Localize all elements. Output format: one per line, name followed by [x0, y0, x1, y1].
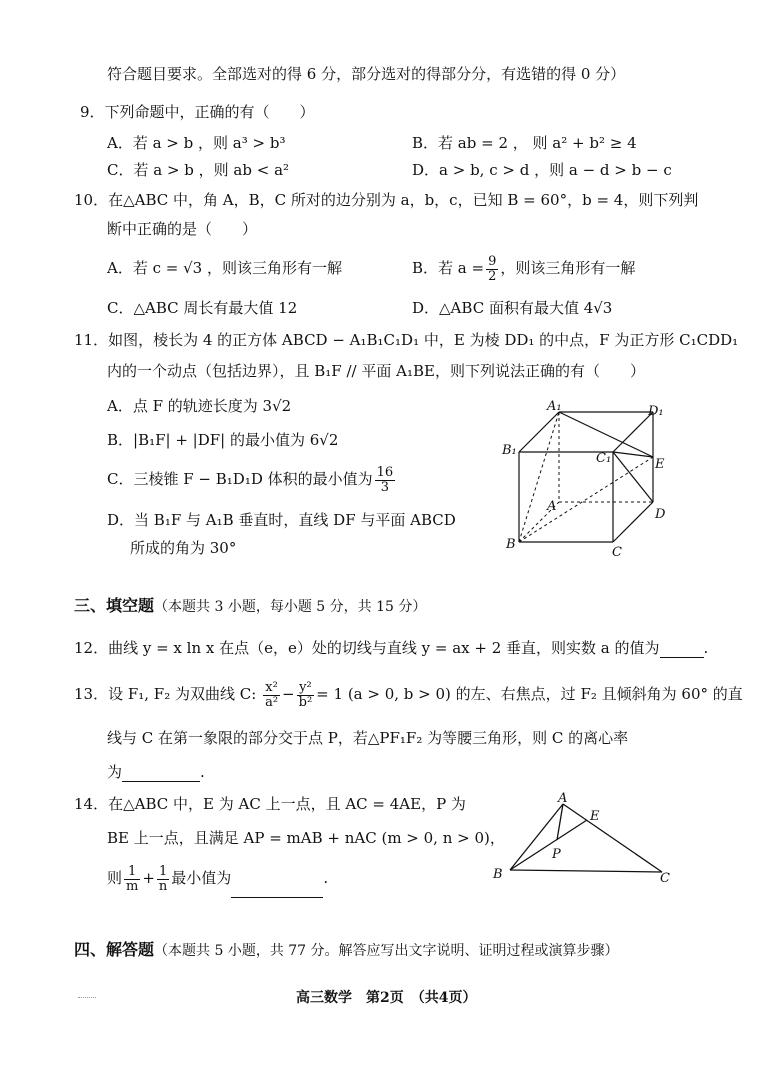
- q13-line1: [74, 676, 743, 712]
- segment-b-e: [510, 820, 587, 870]
- q10-stem-line2: 断中正确的是（ ）: [107, 220, 258, 238]
- q12-text: 12．曲线 y = x ln x 在点（e，e）处的切线与直线 y = ax + 2 垂直，则实数 a 的值为: [74, 639, 660, 657]
- label-a1: A₁: [547, 399, 562, 414]
- tri-label-e: E: [590, 809, 600, 824]
- q11-option-a: A．点 F 的轨迹长度为 3√2: [107, 397, 292, 415]
- section4-title: 四、解答题: [74, 940, 155, 959]
- q9-stem: 9．下列命题中，正确的有（ ）: [80, 103, 315, 121]
- q13-line2: 线与 C 在第一象限的部分交于点 P，若△PF₁F₂ 为等腰三角形，则 C 的离心率: [107, 729, 629, 747]
- label-d1: D₁: [648, 404, 664, 419]
- q14-line3-end: .: [323, 869, 329, 887]
- q10-fraction-num: 9: [488, 253, 497, 269]
- edge-c1-d1: [613, 412, 653, 452]
- segment-c1-d: [613, 452, 653, 502]
- hidden-segment-b-e: [519, 457, 653, 542]
- q13-line3-prefix: 为: [107, 763, 123, 781]
- label-c1: C₁: [596, 451, 612, 466]
- q14-one-m: 1: [124, 865, 140, 880]
- section3-heading: [74, 596, 426, 617]
- tri-label-c: C: [660, 871, 670, 886]
- q13-line3-end: .: [200, 763, 205, 781]
- tri-label-p: P: [552, 847, 561, 862]
- q10-option-b-prefix: B．若 a =: [412, 259, 485, 277]
- label-b: B: [506, 537, 516, 552]
- section4-heading: [74, 940, 619, 961]
- q10-option-d: D．△ABC 面积有最大值 4√3: [412, 299, 613, 317]
- side-a-c: [563, 804, 662, 872]
- q9-option-a: A．若 a > b ，则 a³ > b³: [107, 134, 286, 152]
- q10-option-b: [412, 250, 635, 286]
- label-b1: B₁: [502, 443, 517, 458]
- q11-stem-line2: 内的一个动点（包括边界），且 B₁F // 平面 A₁BE，则下列说法正确的有（ ）: [107, 362, 645, 380]
- q14-line2: BE 上一点，且满足 AP = mAB + nAC (m > 0, n > 0)，: [107, 829, 505, 847]
- q11-fraction-den: 3: [380, 479, 390, 495]
- q13-line3: [107, 762, 205, 782]
- q10-stem-line1: 10．在△ABC 中，角 A，B，C 所对的边分别为 a，b，c，已知 B = 60°，b = 4，则下列判: [74, 191, 699, 209]
- section3-note: （本题共 3 小题，每小题 5 分，共 15 分）: [154, 599, 427, 615]
- q12-end: .: [703, 639, 709, 657]
- label-e: E: [655, 457, 665, 472]
- section-intro: 符合题目要求。全部选对的得 6 分，部分选对的得部分分，有选错的得 0 分）: [107, 65, 626, 83]
- q13-y2: y²: [297, 681, 315, 696]
- q14-answer-blank[interactable]: [231, 881, 323, 898]
- q14-plus: +: [142, 869, 155, 887]
- q13-fraction-x: [263, 681, 280, 710]
- q10-fraction-den: 2: [488, 268, 497, 284]
- label-d: D: [655, 507, 666, 522]
- q14-fraction-n: [157, 865, 169, 894]
- q11-option-d-line1: D．当 B₁F 与 A₁B 垂直时，直线 DF 与平面 ABCD: [107, 511, 456, 529]
- tri-label-b: B: [493, 867, 503, 882]
- section3-title: 三、填空题: [74, 596, 155, 615]
- label-a: A: [547, 499, 557, 514]
- q14-line1: 14．在△ABC 中，E 为 AC 上一点，且 AC = 4AE，P 为: [74, 795, 466, 813]
- q9-option-b: B．若 ab = 2 ， 则 a² + b² ≥ 4: [412, 134, 637, 152]
- q14-n: n: [158, 878, 168, 894]
- edge-c-d: [613, 502, 653, 542]
- q10-option-b-suffix: ，则该三角形有一解: [500, 259, 636, 277]
- q9-option-d: D．a > b, c > d ，则 a − d > b − c: [412, 161, 672, 179]
- q11-option-d-line2: 所成的角为 30°: [130, 539, 237, 557]
- q10-option-c: C．△ABC 周长有最大值 12: [107, 299, 298, 317]
- q13-fraction-y: [297, 681, 315, 710]
- q14-one-n: 1: [157, 865, 169, 880]
- q11-fraction-num: 16: [376, 464, 394, 480]
- q11-stem-line1: 11．如图，棱长为 4 的正方体 ABCD − A₁B₁C₁D₁ 中，E 为棱 DD₁ 的中点，F 为正方形 C₁CDD₁: [74, 331, 739, 349]
- q11-option-c-prefix: C．三棱锥 F − B₁D₁D 体积的最小值为: [107, 470, 373, 488]
- q14-line3-mid: 最小值为: [171, 869, 232, 887]
- q14-line3: [107, 858, 328, 898]
- q10-fraction: [486, 255, 498, 284]
- triangle-figure: [490, 792, 680, 892]
- q13-line1-a: 13．设 F₁, F₂ 为双曲线 C:: [74, 685, 262, 703]
- q14-fraction-m: [124, 865, 140, 894]
- q9-option-c: C．若 a > b ，则 ab < a²: [107, 161, 290, 179]
- cube-figure: [495, 400, 685, 560]
- q12: [74, 638, 708, 658]
- section4-note: （本题共 5 小题，共 77 分。解答应写出文字说明、证明过程或演算步骤）: [154, 943, 619, 959]
- side-b-c: [510, 870, 662, 872]
- tri-label-a: A: [558, 791, 568, 806]
- q12-answer-blank[interactable]: [660, 641, 704, 658]
- q11-option-c: [107, 461, 397, 497]
- q13-answer-blank[interactable]: [122, 765, 200, 782]
- q13-minus: −: [282, 685, 295, 703]
- q13-x2: x²: [263, 681, 280, 696]
- q13-b2: b²: [298, 694, 313, 710]
- q11-option-b: B．|B₁F| + |DF| 的最小值为 6√2: [107, 431, 339, 449]
- page-footer: 高三数学 第2页 （共4页）: [296, 990, 477, 1006]
- label-c: C: [612, 545, 622, 560]
- q10-option-a: A．若 c = √3 ，则该三角形有一解: [107, 259, 342, 277]
- footer-rule: [78, 997, 96, 998]
- q13-line1-b: = 1 (a > 0, b > 0) 的左、右焦点，过 F₂ 且倾斜角为 60° 的直: [316, 685, 743, 703]
- q14-m: m: [126, 878, 139, 894]
- q13-a2: a²: [265, 694, 279, 710]
- q11-fraction: [375, 466, 396, 495]
- q14-line3-prefix: 则: [107, 869, 123, 887]
